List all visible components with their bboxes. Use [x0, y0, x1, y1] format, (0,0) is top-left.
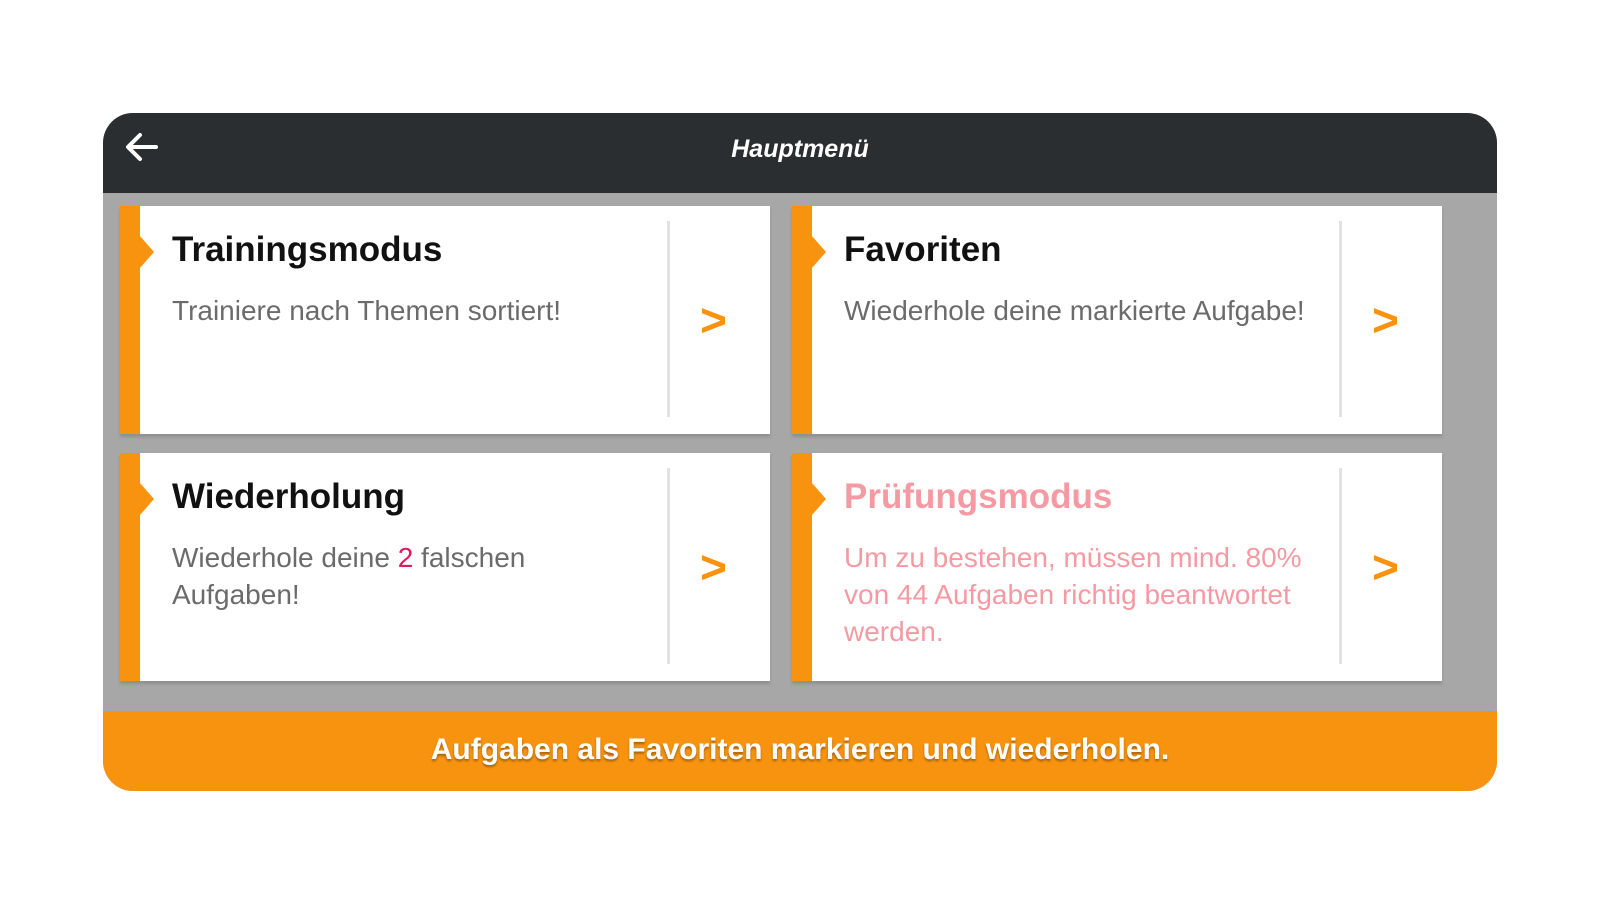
card-description: Um zu bestehen, müssen mind. 80% von 44 Aufgaben richtig beantwortet werden.: [844, 542, 1302, 647]
card-accent-stripe: [792, 453, 812, 681]
card-description: Trainiere nach Themen sortiert!: [172, 295, 562, 326]
card-accent-stripe: [120, 206, 140, 434]
card-accent-notch: [140, 483, 154, 515]
app-screen: [103, 113, 1497, 791]
card-divider: [667, 221, 670, 417]
card-accent-stripe: [120, 453, 140, 681]
chevron-right-icon[interactable]: >: [1372, 541, 1399, 593]
chevron-right-icon[interactable]: >: [1372, 294, 1399, 346]
menu-card-favoriten[interactable]: [792, 206, 1442, 434]
description-prefix: Wiederhole deine: [172, 542, 398, 573]
card-divider: [1339, 468, 1342, 664]
card-divider: [1339, 221, 1342, 417]
description-suffix: falschen Aufgaben!: [172, 542, 526, 610]
page-title: Hauptmenü: [731, 135, 869, 163]
menu-card-pruefungsmodus[interactable]: [792, 453, 1442, 681]
chevron-right-icon[interactable]: >: [700, 541, 727, 593]
card-title: Favoriten: [844, 230, 1002, 269]
top-app-bar: [103, 113, 1497, 193]
card-description: [172, 539, 642, 613]
card-accent-notch: [812, 483, 826, 515]
card-title: Trainingsmodus: [172, 230, 443, 269]
card-accent-stripe: [792, 206, 812, 434]
chevron-right-icon[interactable]: >: [700, 294, 727, 346]
promo-banner: [103, 711, 1497, 791]
menu-card-wiederholung[interactable]: [120, 453, 770, 681]
card-accent-notch: [812, 236, 826, 268]
card-divider: [667, 468, 670, 664]
card-description: Wiederhole deine markierte Aufgabe!: [844, 295, 1305, 326]
promo-banner-text: Aufgaben als Favoriten markieren und wiederholen.: [430, 733, 1170, 766]
card-title: Prüfungsmodus: [844, 477, 1113, 516]
menu-card-trainingsmodus[interactable]: [120, 206, 770, 434]
wrong-answers-count: 2: [397, 542, 414, 573]
card-title: Wiederholung: [172, 477, 406, 516]
card-accent-notch: [140, 236, 154, 268]
